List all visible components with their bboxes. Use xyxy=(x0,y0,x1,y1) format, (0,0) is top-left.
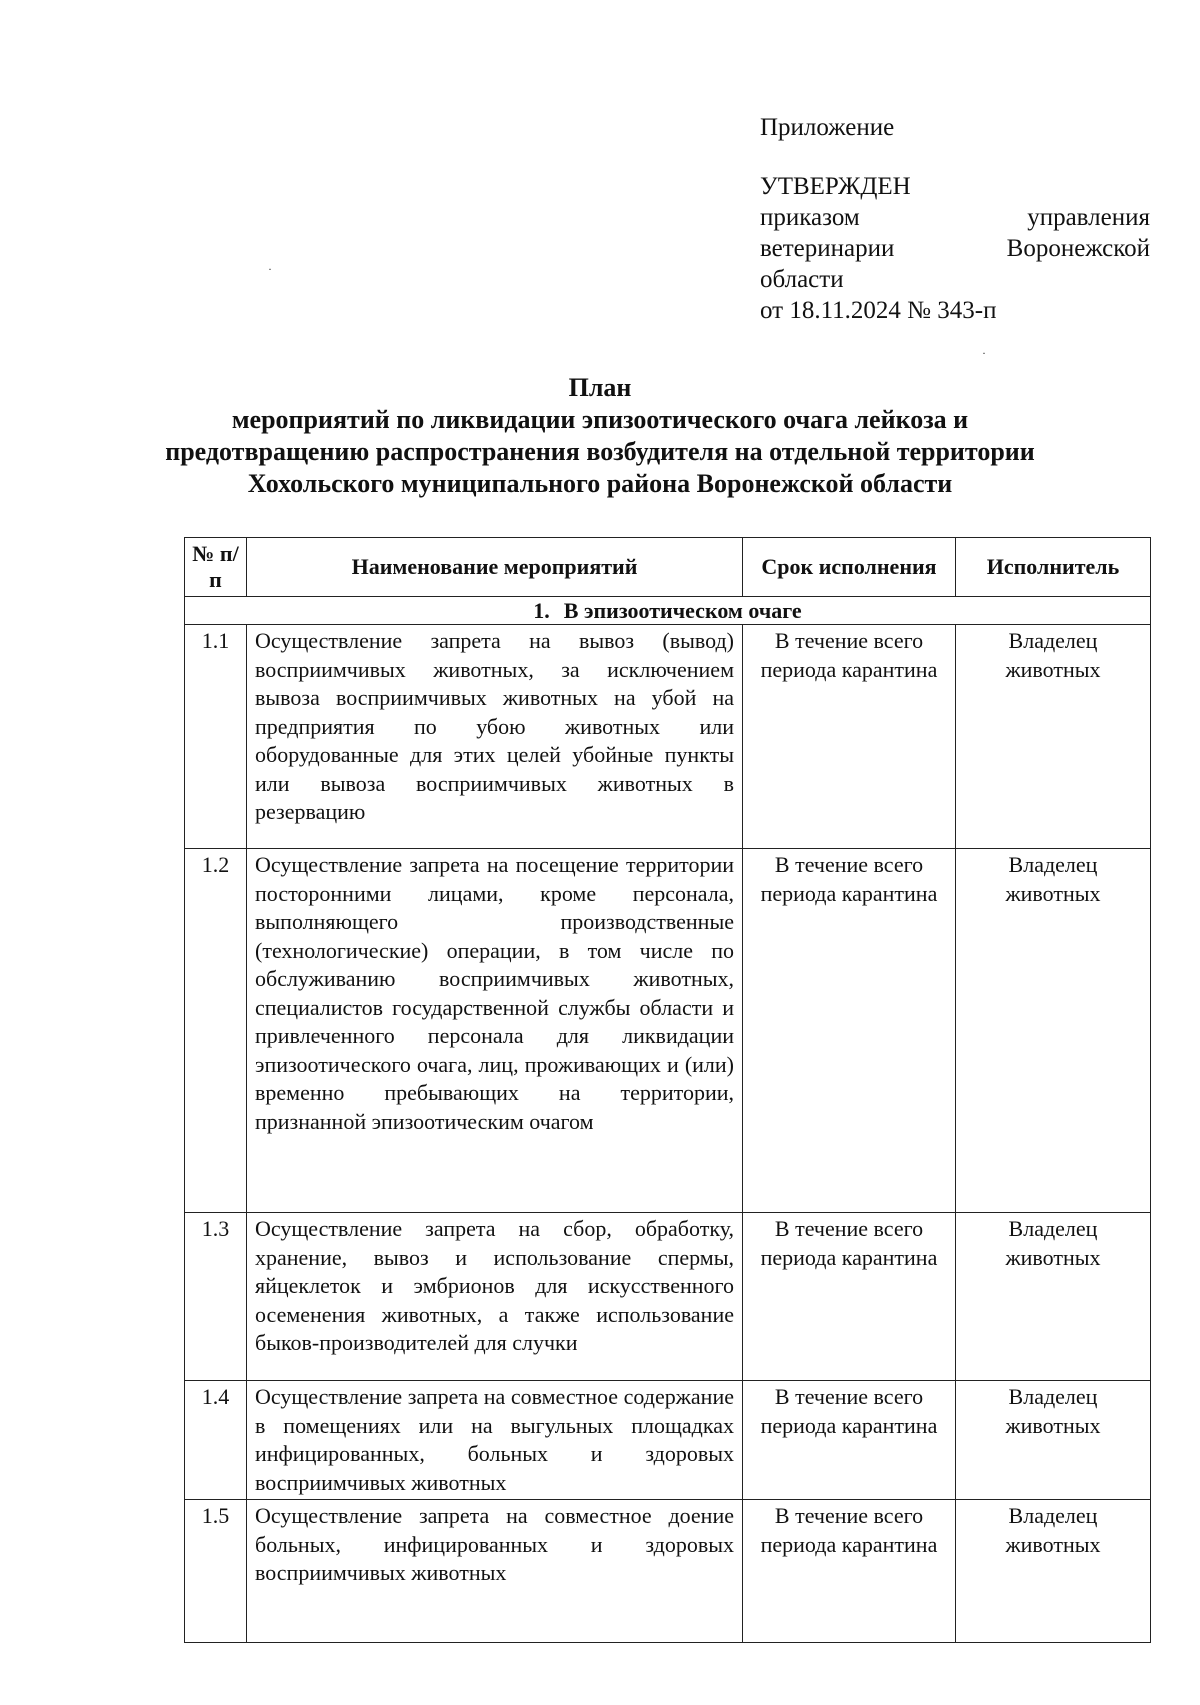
header-term: Срок исполнения xyxy=(743,538,956,597)
row-term: В течение всего периода карантина xyxy=(743,1213,956,1381)
row-term: В течение всего периода карантина xyxy=(743,625,956,849)
row-executor: Владелец животных xyxy=(956,625,1151,849)
scan-speck: · xyxy=(268,262,272,276)
table-row xyxy=(185,849,1151,1213)
row-term: В течение всего периода карантина xyxy=(743,1500,956,1643)
row-measure: Осуществление запрета на совместное содержание в помещениях или на выгульных площадках инфицированных, больных и здоровых восприимчивых животных xyxy=(247,1381,743,1500)
measures-table xyxy=(184,537,1151,1643)
header-executor: Исполнитель xyxy=(956,538,1151,597)
title-line-2: мероприятий по ликвидации эпизоотического очага лейкоза и xyxy=(231,405,969,434)
row-number: 1.5 xyxy=(185,1500,247,1643)
row-number: 1.1 xyxy=(185,625,247,849)
row-term: В течение всего периода карантина xyxy=(743,849,956,1213)
row-executor: Владелец животных xyxy=(956,1213,1151,1381)
row-measure: Осуществление запрета на сбор, обработку, хранение, вывоз и использование спермы, яйцеклеток и эмбрионов для искусственного осеменения животных, а также использование быков-производителей для случки xyxy=(247,1213,743,1381)
title-line-1: План xyxy=(568,373,632,402)
approval-line-2: ветеринарии Воронежской xyxy=(760,235,1150,262)
row-term: В течение всего периода карантина xyxy=(743,1381,956,1500)
row-measure: Осуществление запрета на вывоз (вывод) восприимчивых животных, за исключением вывоза восприимчивых животных на убой на предприятия по убою животных или оборудованные для этих целей убойные пункты или вывоза восприимчивых животных в резервацию xyxy=(247,625,743,849)
table-row xyxy=(185,1213,1151,1381)
table-header-row xyxy=(185,538,1151,597)
table-row xyxy=(185,625,1151,849)
row-executor: Владелец животных xyxy=(956,1500,1151,1643)
approval-block xyxy=(760,112,1150,326)
section-number: 1. xyxy=(533,598,550,623)
section-heading xyxy=(185,597,1151,625)
approval-date-number: от 18.11.2024 № 343-п xyxy=(760,297,997,324)
section-title: В эпизоотическом очаге xyxy=(563,598,802,623)
approval-line-1: приказом управления xyxy=(760,204,1150,231)
approval-line-3: области xyxy=(760,266,844,293)
title-line-4: Хохольского муниципального района Воронежской области xyxy=(247,469,953,498)
row-executor: Владелец животных xyxy=(956,1381,1151,1500)
header-num: № п/п xyxy=(185,538,247,597)
header-name: Наименование мероприятий xyxy=(247,538,743,597)
document-title xyxy=(150,372,1050,500)
appendix-label: Приложение xyxy=(760,114,895,141)
table-row xyxy=(185,1500,1151,1643)
row-measure: Осуществление запрета на посещение территории посторонними лицами, кроме персонала, выполняющего производственные (технологические) операции, в том числе по обслуживанию восприимчивых животных, специалистов государственной службы области и привлеченного персонала для ликвидации эпизоотического очага, лиц, проживающих и (или) временно пребывающих на территории, признанной эпизоотическим очагом xyxy=(247,849,743,1213)
approved-label: УТВЕРЖДЕН xyxy=(760,173,911,200)
table-row xyxy=(185,1381,1151,1500)
section-row xyxy=(185,597,1151,625)
scan-speck: · xyxy=(982,346,986,360)
row-number: 1.2 xyxy=(185,849,247,1213)
row-measure: Осуществление запрета на совместное доение больных, инфицированных и здоровых восприимчивых животных xyxy=(247,1500,743,1643)
row-number: 1.4 xyxy=(185,1381,247,1500)
title-line-3: предотвращению распространения возбудителя на отдельной территории xyxy=(165,437,1035,466)
row-number: 1.3 xyxy=(185,1213,247,1381)
row-executor: Владелец животных xyxy=(956,849,1151,1213)
